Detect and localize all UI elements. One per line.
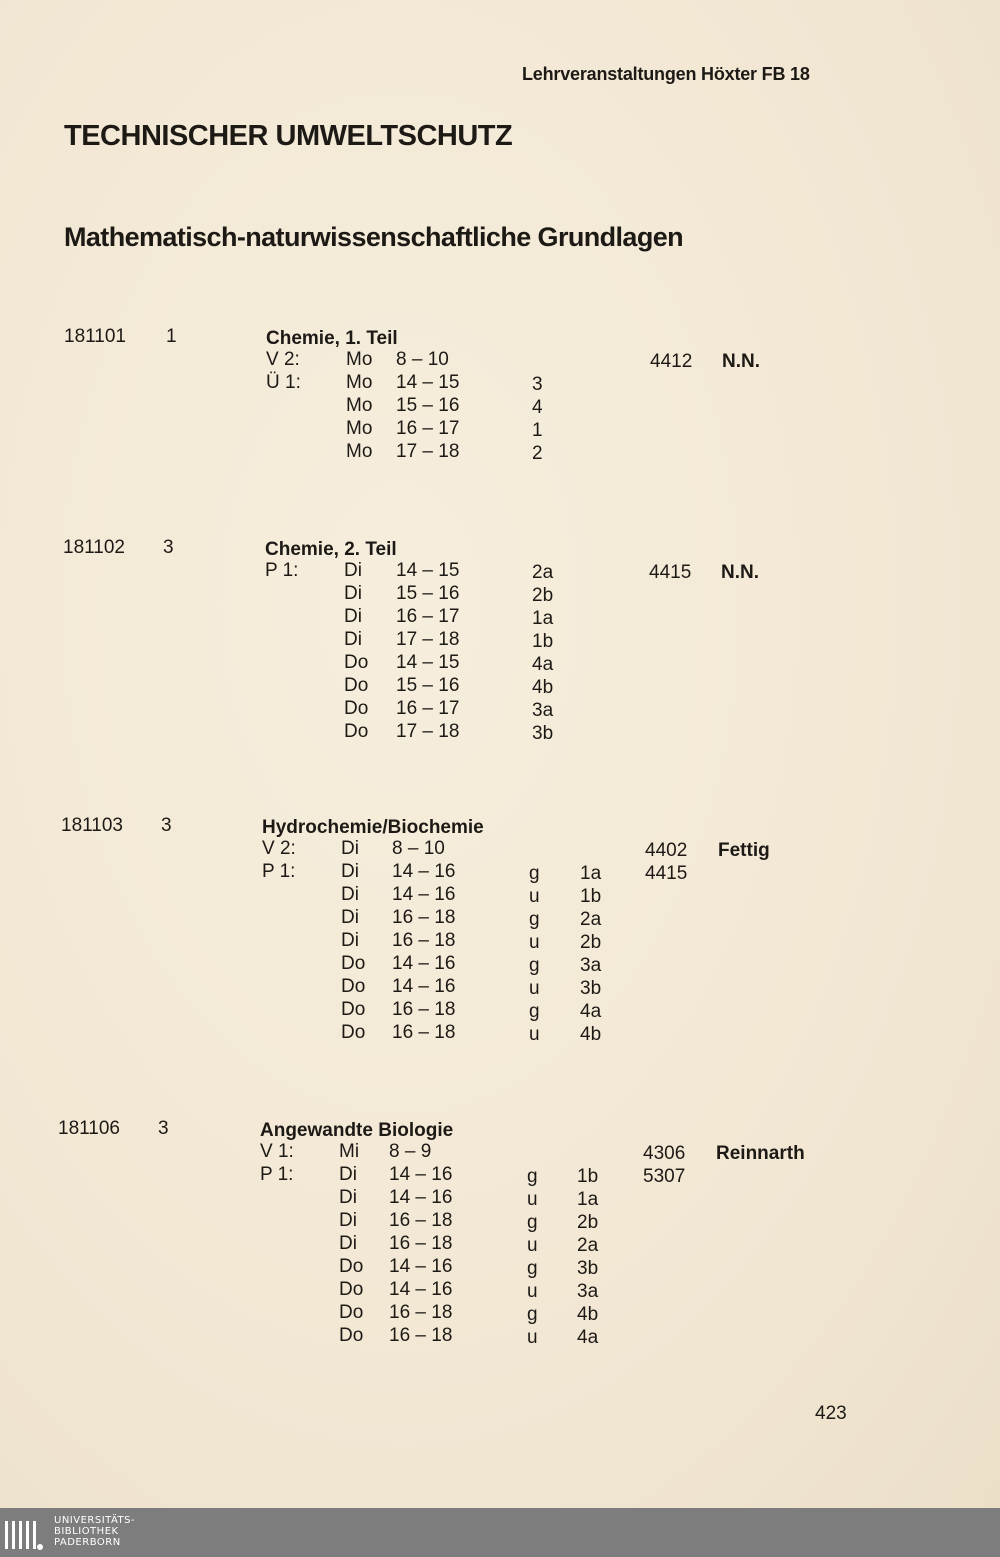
session-day: Mo xyxy=(346,349,373,370)
course-number: 181101 xyxy=(64,326,126,347)
session-time: 14 – 16 xyxy=(389,1187,453,1208)
library-name xyxy=(54,1515,135,1548)
session-group: 4a xyxy=(577,1327,599,1348)
session-group: 2b xyxy=(577,1212,599,1233)
room-number: 4415 xyxy=(645,863,688,884)
session-time: 8 – 10 xyxy=(396,349,449,370)
library-footer xyxy=(0,1508,1000,1557)
instructor-name: Fettig xyxy=(718,840,770,861)
session-type: V 1: xyxy=(260,1141,294,1162)
library-logo-icon xyxy=(4,1517,46,1553)
session-variant: g xyxy=(529,909,540,930)
session-group: 1a xyxy=(532,608,554,629)
session-variant: u xyxy=(527,1235,538,1256)
session-group: 3b xyxy=(577,1258,599,1279)
session-day: Di xyxy=(341,884,359,905)
session-time: 14 – 16 xyxy=(389,1256,453,1277)
session-variant: g xyxy=(529,863,540,884)
session-variant: u xyxy=(529,1024,540,1045)
room-number: 4306 xyxy=(643,1143,686,1164)
session-variant: u xyxy=(527,1281,538,1302)
session-type: P 1: xyxy=(262,861,296,882)
session-time: 14 – 15 xyxy=(396,652,460,673)
session-variant: g xyxy=(527,1258,538,1279)
session-group: 3b xyxy=(532,723,554,744)
room-number: 4415 xyxy=(649,562,692,583)
session-group: 2 xyxy=(532,443,543,464)
session-group: 4 xyxy=(532,397,543,418)
session-time: 14 – 15 xyxy=(396,372,460,393)
session-day: Mo xyxy=(346,372,373,393)
session-variant: u xyxy=(529,932,540,953)
session-time: 16 – 18 xyxy=(389,1302,453,1323)
session-group: 3a xyxy=(577,1281,599,1302)
library-name-line: BIBLIOTHEK xyxy=(54,1526,119,1537)
session-time: 16 – 18 xyxy=(392,1022,456,1043)
course-title: Angewandte Biologie xyxy=(260,1120,454,1141)
session-group: 4b xyxy=(532,677,554,698)
session-group: 3 xyxy=(532,374,543,395)
session-day: Do xyxy=(344,721,369,742)
session-day: Di xyxy=(339,1187,357,1208)
course-number: 181102 xyxy=(63,537,125,558)
session-time: 16 – 18 xyxy=(392,907,456,928)
session-time: 16 – 18 xyxy=(392,930,456,951)
session-group: 4a xyxy=(532,654,554,675)
session-time: 14 – 16 xyxy=(392,884,456,905)
session-day: Do xyxy=(341,999,366,1020)
session-time: 16 – 18 xyxy=(389,1210,453,1231)
session-time: 14 – 16 xyxy=(389,1279,453,1300)
session-time: 17 – 18 xyxy=(396,721,460,742)
session-variant: u xyxy=(529,886,540,907)
session-time: 15 – 16 xyxy=(396,395,460,416)
session-group: 3a xyxy=(532,700,554,721)
session-variant: u xyxy=(527,1327,538,1348)
session-day: Do xyxy=(339,1279,364,1300)
session-day: Do xyxy=(344,698,369,719)
session-type: P 1: xyxy=(260,1164,294,1185)
session-day: Di xyxy=(341,838,359,859)
session-group: 1b xyxy=(532,631,554,652)
session-time: 16 – 17 xyxy=(396,418,460,439)
session-variant: u xyxy=(529,978,540,999)
session-day: Mo xyxy=(346,395,373,416)
session-type: V 2: xyxy=(266,349,300,370)
session-day: Do xyxy=(341,953,366,974)
session-time: 14 – 16 xyxy=(392,861,456,882)
session-time: 14 – 15 xyxy=(396,560,460,581)
course-number: 181106 xyxy=(58,1118,120,1139)
session-group: 3a xyxy=(580,955,602,976)
section-title: Mathematisch-naturwissenschaftliche Grundlagen xyxy=(64,222,684,252)
session-variant: g xyxy=(529,955,540,976)
session-time: 17 – 18 xyxy=(396,629,460,650)
session-day: Do xyxy=(341,1022,366,1043)
session-day: Di xyxy=(341,930,359,951)
course-hours: 3 xyxy=(163,537,174,558)
session-day: Di xyxy=(339,1164,357,1185)
session-group: 1a xyxy=(580,863,602,884)
session-day: Do xyxy=(344,652,369,673)
session-variant: g xyxy=(527,1212,538,1233)
session-variant: u xyxy=(527,1189,538,1210)
session-day: Di xyxy=(341,861,359,882)
session-time: 14 – 16 xyxy=(389,1164,453,1185)
session-day: Mi xyxy=(339,1141,360,1162)
session-day: Mo xyxy=(346,441,373,462)
session-day: Do xyxy=(339,1256,364,1277)
session-time: 8 – 9 xyxy=(389,1141,432,1162)
library-name-line: PADERBORN xyxy=(54,1537,121,1548)
course-hours: 1 xyxy=(166,326,177,347)
session-time: 14 – 16 xyxy=(392,953,456,974)
course-title: Chemie, 2. Teil xyxy=(265,539,397,560)
session-group: 2a xyxy=(580,909,602,930)
session-group: 2a xyxy=(532,562,554,583)
session-day: Do xyxy=(339,1325,364,1346)
session-type: Ü 1: xyxy=(266,372,301,393)
session-group: 2a xyxy=(577,1235,599,1256)
session-time: 16 – 17 xyxy=(396,698,460,719)
session-time: 15 – 16 xyxy=(396,583,460,604)
session-day: Do xyxy=(339,1302,364,1323)
session-time: 15 – 16 xyxy=(396,675,460,696)
session-type: P 1: xyxy=(265,560,299,581)
session-day: Di xyxy=(344,560,362,581)
session-day: Do xyxy=(341,976,366,997)
instructor-name: N.N. xyxy=(721,562,759,583)
course-number: 181103 xyxy=(61,815,123,836)
session-variant: g xyxy=(527,1166,538,1187)
library-name-line: UNIVERSITÄTS- xyxy=(54,1515,136,1526)
session-type: V 2: xyxy=(262,838,296,859)
course-hours: 3 xyxy=(161,815,172,836)
session-time: 16 – 18 xyxy=(392,999,456,1020)
session-time: 8 – 10 xyxy=(392,838,445,859)
session-day: Di xyxy=(339,1233,357,1254)
session-group: 2b xyxy=(532,585,554,606)
instructor-name: Reinnarth xyxy=(716,1143,805,1164)
session-group: 4b xyxy=(580,1024,602,1045)
room-number: 4412 xyxy=(650,351,693,372)
page-title: TECHNISCHER UMWELTSCHUTZ xyxy=(64,120,513,152)
room-number: 4402 xyxy=(645,840,688,861)
session-group: 1b xyxy=(580,886,602,907)
session-group: 4a xyxy=(580,1001,602,1022)
running-head: Lehrveranstaltungen Höxter FB 18 xyxy=(522,64,810,84)
session-time: 16 – 18 xyxy=(389,1325,453,1346)
session-time: 14 – 16 xyxy=(392,976,456,997)
session-group: 3b xyxy=(580,978,602,999)
session-day: Di xyxy=(341,907,359,928)
session-variant: g xyxy=(527,1304,538,1325)
session-group: 4b xyxy=(577,1304,599,1325)
session-group: 1 xyxy=(532,420,543,441)
course-title: Chemie, 1. Teil xyxy=(266,328,398,349)
instructor-name: N.N. xyxy=(722,351,760,372)
session-day: Di xyxy=(344,606,362,627)
session-group: 1a xyxy=(577,1189,599,1210)
session-day: Di xyxy=(344,583,362,604)
course-hours: 3 xyxy=(158,1118,169,1139)
session-time: 17 – 18 xyxy=(396,441,460,462)
session-time: 16 – 17 xyxy=(396,606,460,627)
room-number: 5307 xyxy=(643,1166,686,1187)
session-day: Do xyxy=(344,675,369,696)
session-group: 1b xyxy=(577,1166,599,1187)
session-time: 16 – 18 xyxy=(389,1233,453,1254)
session-day: Di xyxy=(344,629,362,650)
session-group: 2b xyxy=(580,932,602,953)
page-number: 423 xyxy=(815,1403,847,1424)
session-variant: g xyxy=(529,1001,540,1022)
session-day: Mo xyxy=(346,418,373,439)
session-day: Di xyxy=(339,1210,357,1231)
course-title: Hydrochemie/Biochemie xyxy=(262,817,484,838)
